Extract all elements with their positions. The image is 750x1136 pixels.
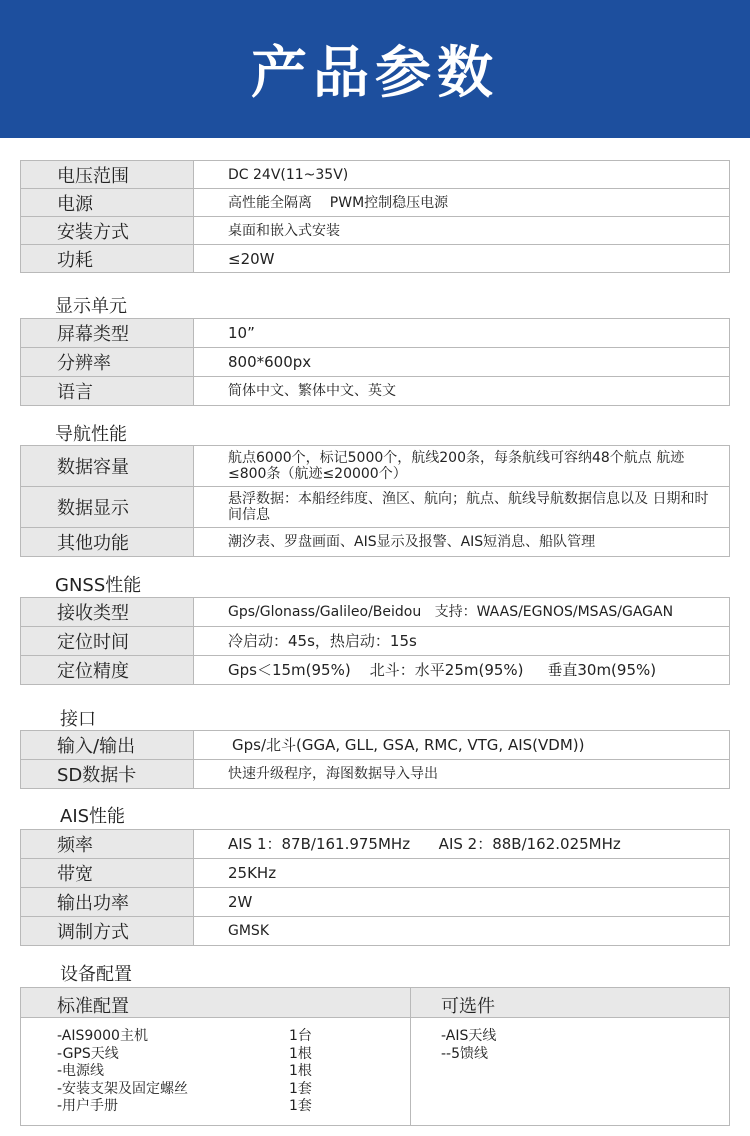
spec-value: Gps/Glonass/Galileo/Beidou 支持：WAAS/EGNOS/MSAS/GAGAN [194,598,730,627]
optional-items-list [441,1028,496,1063]
list-item-qty: 1套 [289,1098,312,1114]
table-row [21,189,730,217]
table-row [21,917,730,946]
config-divider [410,988,411,1125]
spec-key: 屏幕类型 [21,319,194,348]
spec-key: SD数据卡 [21,760,194,789]
section-title-ais: AIS性能 [60,806,126,827]
spec-key: 数据显示 [21,487,194,528]
spec-key: 数据容量 [21,446,194,487]
spec-key: 输入/输出 [21,731,194,760]
header-banner [0,0,750,138]
spec-key: 调制方式 [21,917,194,946]
spec-value: Gps＜15m(95%) 北斗：水平25m(95%) 垂直30m(95%) [194,656,730,685]
table-row [21,656,730,685]
config-table [20,987,730,1126]
section-title-interface: 接口 [60,709,96,730]
standard-qty-list [289,1028,312,1116]
spec-value: 悬浮数据：本船经纬度、渔区、航向；航点、航线导航数据信息以及 日期和时间信息 [194,487,730,528]
spec-key: 电源 [21,189,194,217]
spec-value: 10” [194,319,730,348]
spec-value: 2W [194,888,730,917]
spec-value: 25KHz [194,859,730,888]
table-row [21,859,730,888]
list-item: -安装支架及固定螺丝 [57,1080,189,1097]
page-title: 产品参数 [251,41,499,106]
spec-value: 高性能全隔离 PWM控制稳压电源 [194,189,730,217]
list-item-qty: 1根 [289,1063,312,1079]
interface-table [20,730,730,789]
spec-value: 简体中文、繁体中文、英文 [194,377,730,406]
table-row [21,245,730,273]
spec-value: ≤20W [194,245,730,273]
standard-config-heading: 标准配置 [57,996,129,1017]
list-item: --5馈线 [441,1045,489,1062]
table-row [21,888,730,917]
table-row [21,598,730,627]
table-row [21,760,730,789]
table-row [21,830,730,859]
section-title-config: 设备配置 [60,964,132,985]
power-table [20,160,730,273]
spec-key: 功耗 [21,245,194,273]
ais-table [20,829,730,946]
spec-key: 定位精度 [21,656,194,685]
table-row [21,377,730,406]
table-row [21,528,730,557]
spec-value: 航点6000个，标记5000个，航线200条，每条航线可容纳48个航点 航迹≤800条（航迹≤20000个） [194,446,730,487]
spec-key: 分辨率 [21,348,194,377]
table-row [21,627,730,656]
table-row [21,348,730,377]
section-title-gnss: GNSS性能 [55,575,142,596]
standard-items-list [57,1028,188,1116]
spec-key: 电压范围 [21,161,194,189]
spec-key: 语言 [21,377,194,406]
spec-value: Gps/北斗(GGA, GLL, GSA, RMC, VTG, AIS(VDM)) [194,731,730,760]
section-title-navigation: 导航性能 [55,424,127,445]
spec-key: 接收类型 [21,598,194,627]
list-item: -电源线 [57,1063,105,1079]
optional-config-heading: 可选件 [441,996,495,1017]
table-row [21,319,730,348]
spec-key: 频率 [21,830,194,859]
table-row [21,217,730,245]
spec-value: 桌面和嵌入式安装 [194,217,730,245]
spec-key: 输出功率 [21,888,194,917]
navigation-table [20,445,730,557]
list-item-qty: 1台 [289,1028,312,1044]
spec-key: 定位时间 [21,627,194,656]
spec-key: 带宽 [21,859,194,888]
spec-value: GMSK [194,917,730,946]
table-row [21,487,730,528]
spec-value: DC 24V(11~35V) [194,161,730,189]
list-item: -AIS9000主机 [57,1028,148,1044]
display-table [20,318,730,406]
spec-value: 冷启动：45s，热启动：15s [194,627,730,656]
gnss-table [20,597,730,685]
table-row [21,161,730,189]
spec-value: 潮汐表、罗盘画面、AIS显示及报警、AIS短消息、船队管理 [194,528,730,557]
list-item-qty: 1套 [289,1080,312,1097]
spec-key: 其他功能 [21,528,194,557]
table-row [21,731,730,760]
spec-value: 快速升级程序，海图数据导入导出 [194,760,730,789]
list-item: -AIS天线 [441,1028,497,1044]
list-item-qty: 1根 [289,1045,312,1062]
section-title-display: 显示单元 [55,296,127,317]
list-item: -GPS天线 [57,1045,119,1062]
spec-value: AIS 1：87B/161.975MHz AIS 2：88B/162.025MHz [194,830,730,859]
spec-value: 800*600px [194,348,730,377]
list-item: -用户手册 [57,1098,119,1114]
table-row [21,446,730,487]
spec-key: 安装方式 [21,217,194,245]
